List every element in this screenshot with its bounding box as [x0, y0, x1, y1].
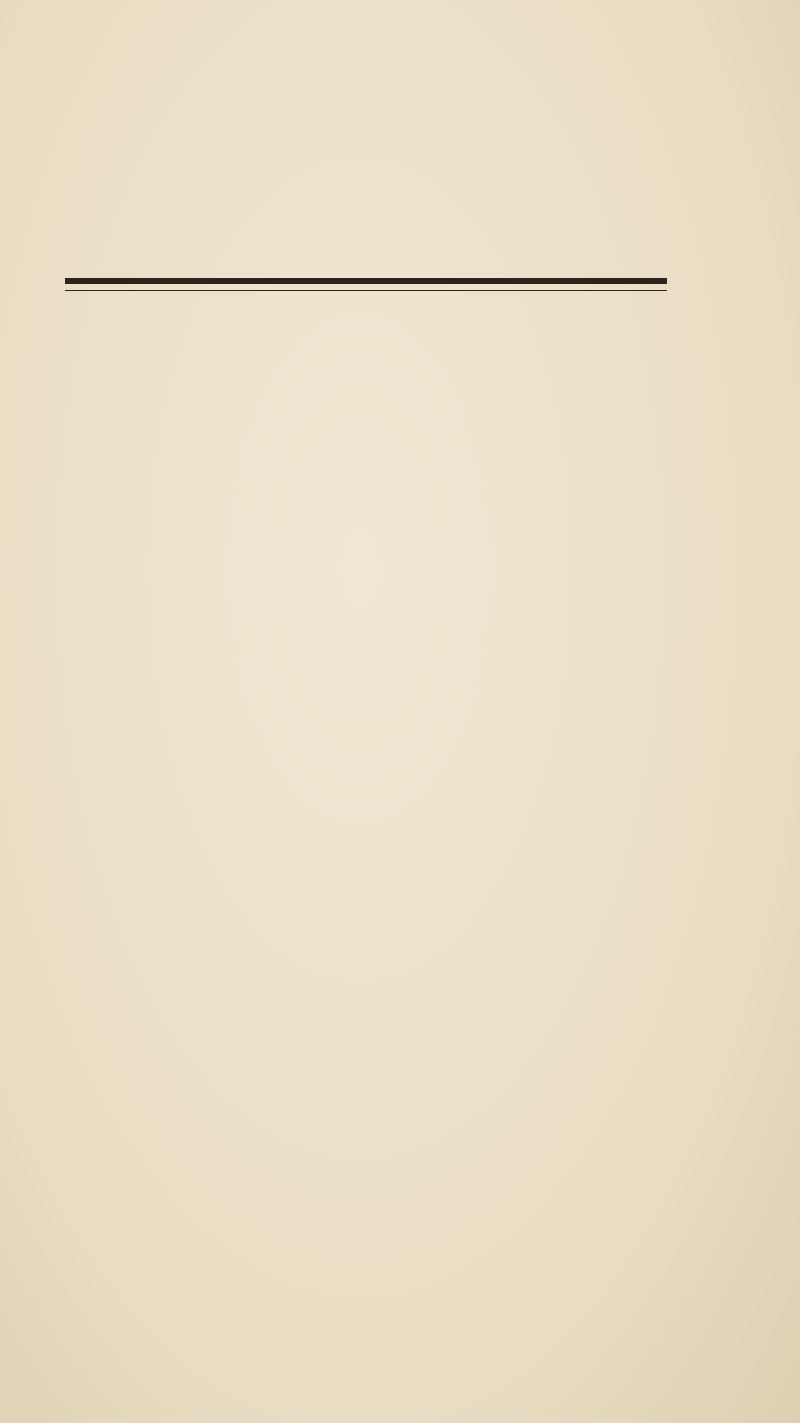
section-rule-thin	[65, 290, 667, 291]
section-rule-thick	[65, 278, 667, 284]
